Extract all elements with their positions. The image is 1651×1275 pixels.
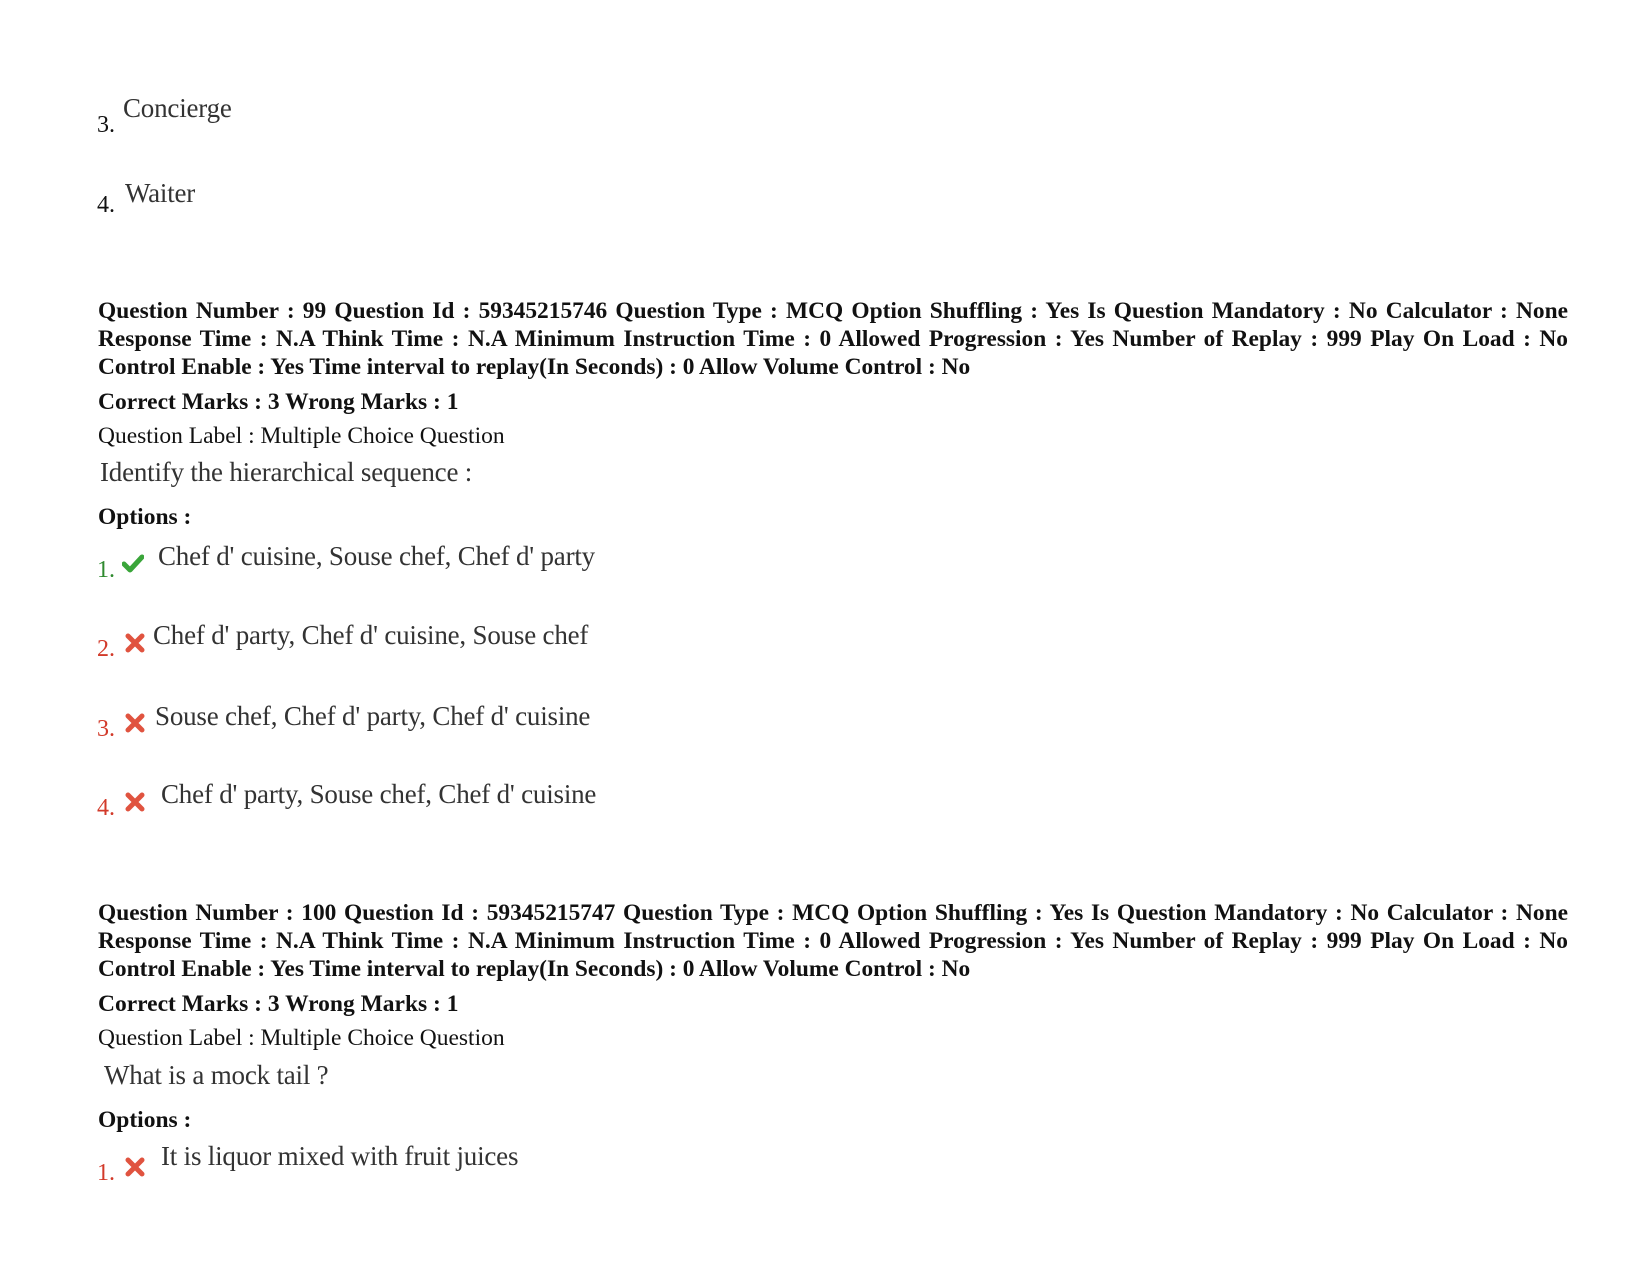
prev-option-number: 4. <box>97 192 115 218</box>
check-icon <box>122 553 144 575</box>
prev-option-text: Concierge <box>123 93 232 123</box>
options-heading: Options : <box>98 504 192 530</box>
option-text: Souse chef, Chef d' party, Chef d' cuisine <box>155 701 591 731</box>
options-heading: Options : <box>98 1107 192 1133</box>
option-number: 1. <box>97 1160 115 1186</box>
question-meta: Question Number : 99 Question Id : 59345215746 Question Type : MCQ Option Shuffling : Yes Is Question Mandatory : No Calculator : None Response Time : N.A Think Time : N.A Minimum Instruction Time : 0 Allowed Progression : Yes Number of Replay : 999 Play On Load : No Control Enable : Yes Time interval to replay(In Seconds) : 0 Allow Volume Control : No <box>98 298 1568 380</box>
option-number: 2. <box>97 636 115 662</box>
prev-option-text: Waiter <box>125 178 196 208</box>
cross-icon <box>124 632 146 654</box>
question-text: Identify the hierarchical sequence : <box>100 457 473 487</box>
question-marks: Correct Marks : 3 Wrong Marks : 1 <box>98 389 459 415</box>
option-number: 3. <box>97 716 115 742</box>
prev-option-number: 3. <box>97 112 115 138</box>
question-label: Question Label : Multiple Choice Question <box>98 1025 505 1051</box>
question-text: What is a mock tail ? <box>104 1060 329 1090</box>
option-text: Chef d' cuisine, Souse chef, Chef d' party <box>158 541 595 571</box>
question-marks: Correct Marks : 3 Wrong Marks : 1 <box>98 991 459 1017</box>
question-label: Question Label : Multiple Choice Question <box>98 423 505 449</box>
cross-icon <box>124 1156 146 1178</box>
cross-icon <box>124 791 146 813</box>
option-number: 1. <box>97 557 115 583</box>
question-meta: Question Number : 100 Question Id : 59345215747 Question Type : MCQ Option Shuffling : Yes Is Question Mandatory : No Calculator : None Response Time : N.A Think Time : N.A Minimum Instruction Time : 0 Allowed Progression : Yes Number of Replay : 999 Play On Load : No Control Enable : Yes Time interval to replay(In Seconds) : 0 Allow Volume Control : No <box>98 900 1568 982</box>
option-text: Chef d' party, Chef d' cuisine, Souse chef <box>153 620 589 650</box>
cross-icon <box>124 712 146 734</box>
option-text: It is liquor mixed with fruit juices <box>161 1141 519 1171</box>
option-number: 4. <box>97 795 115 821</box>
option-text: Chef d' party, Souse chef, Chef d' cuisine <box>161 779 597 809</box>
